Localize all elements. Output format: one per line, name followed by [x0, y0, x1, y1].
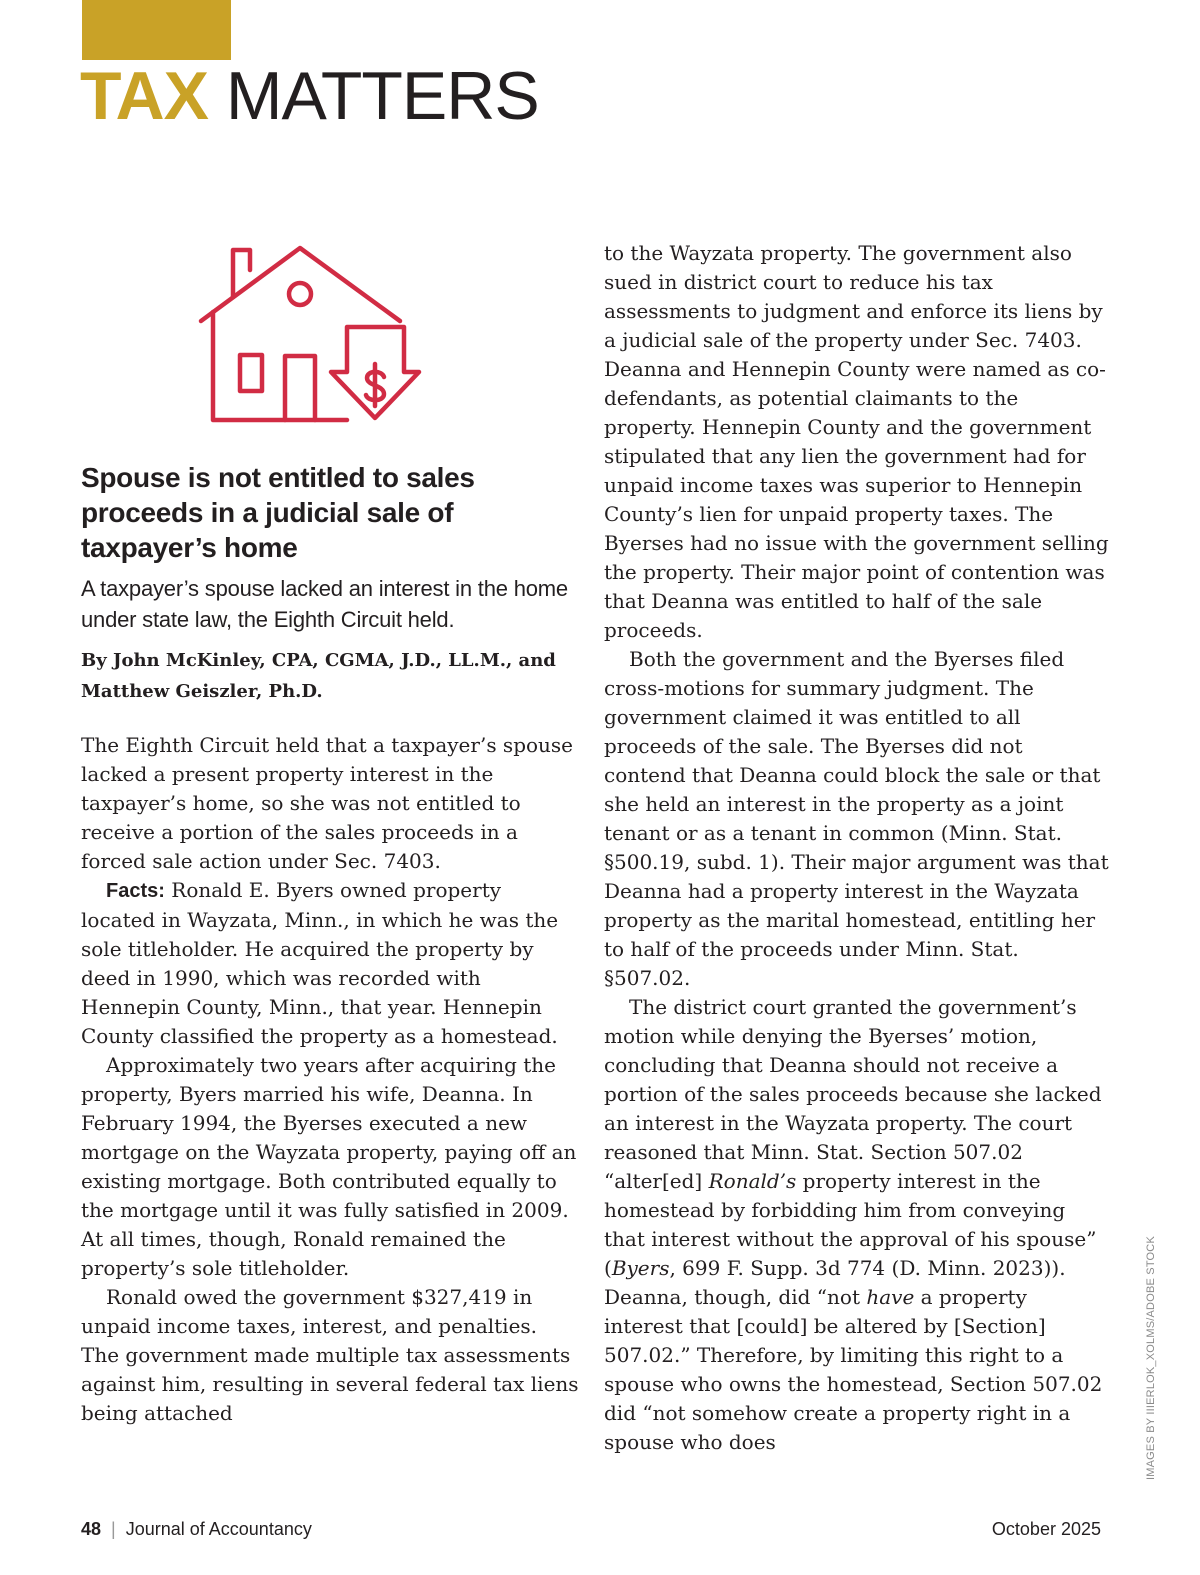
paragraph-7-c: , 699 F. Supp. 3d 774 (D. Minn. 2023)). Deanna, though, did “not	[604, 1256, 1066, 1309]
article-deck: A taxpayer’s spouse lacked an interest in the home under state law, the Eighth Circuit held.	[81, 576, 568, 632]
paragraph-7-d: a property interest that [could] be altered by [Section] 507.02.” Therefore, by limiting this right to a spouse who owns the homestead, Section 507.02 did “not somehow create a property right in a spouse who does	[604, 1285, 1103, 1454]
footer-separator: |	[111, 1519, 116, 1539]
article-body-left	[81, 731, 581, 1428]
paragraph-3: Approximately two years after acquiring the property, Byers married his wife, Deanna. In February 1994, the Byerses executed a new mortgage on the Wayzata property, paying off an existing mortgage. Both contributed equally to the mortgage until it was fully satisfied in 2009. At all times, though, Ronald remained the property’s sole titleholder.	[81, 1053, 577, 1280]
paragraph-7	[604, 993, 1109, 1457]
journal-name: Journal of Accountancy	[125, 1519, 312, 1539]
paragraph-5: to the Wayzata property. The government also sued in district court to reduce his tax assessments to judgment and enforce its liens by a judicial sale of the property under Sec. 7403. Deanna and Hennepin County were named as co-defendants, as potential claimants to the property. Hennepin County and the government stipulated that any lien the government had for unpaid income taxes was superior to Hennepin County’s lien for unpaid property taxes. The Byerses had no issue with the government selling the property. Their major point of contention was that Deanna was entitled to half of the sale proceeds.	[604, 241, 1109, 642]
section-title-bold: TAX	[80, 58, 208, 134]
article-headline: Spouse is not entitled to sales proceeds in a judicial sale of taxpayer’s home	[81, 462, 475, 563]
paragraph-7-em-byers: Byers	[611, 1256, 670, 1280]
right-column	[604, 239, 1109, 1457]
paragraph-7-em-have: have	[866, 1285, 915, 1309]
paragraph-1: The Eighth Circuit held that a taxpayer’s spouse lacked a present property interest in the taxpayer’s home, so she was not entitled to receive a portion of the sales proceeds in a forced sale action under Sec. 7403.	[81, 733, 574, 873]
section-title-light: MATTERS	[225, 58, 539, 134]
house-dollar-down-icon	[195, 240, 430, 430]
paragraph-7-em-ronald: Ronald’s	[708, 1169, 797, 1193]
left-column	[81, 460, 581, 1428]
image-credit: IMAGES BY IIIERLOK_XOLMS/ADOBE STOCK	[1145, 1236, 1157, 1480]
paragraph-7-b: property interest in the homestead by forbidding him from conveying that interest without the approval of his spouse” (	[604, 1169, 1097, 1280]
section-title	[80, 58, 539, 134]
facts-label: Facts:	[106, 880, 165, 902]
paragraph-2	[81, 876, 581, 1051]
page-footer	[81, 1516, 312, 1542]
paragraph-2-text: Ronald E. Byers owned property located in Wayzata, Minn., in which he was the sole titleholder. He acquired the property by deed in 1990, which was recorded with Hennepin County, Minn., that year. Hennepin County classified the property as a homestead.	[81, 878, 559, 1048]
paragraph-7-a: The district court granted the government’s motion while denying the Byerses’ motion, concluding that Deanna should not receive a portion of the sales proceeds because she lacked an interest in the Wayzata property. The court reasoned that Minn. Stat. Section 507.02 “alter[ed]	[604, 995, 1102, 1193]
page-number: 48	[81, 1519, 102, 1539]
article-byline: By John McKinley, CPA, CGMA, J.D., LL.M., and Matthew Geiszler, Ph.D.	[81, 650, 556, 702]
section-color-bar	[82, 0, 231, 60]
paragraph-4: Ronald owed the government $327,419 in unpaid income taxes, interest, and penalties. The government made multiple tax assessments against him, resulting in several federal tax liens being attached	[81, 1285, 579, 1425]
issue-date: October 2025	[991, 1519, 1101, 1539]
paragraph-6: Both the government and the Byerses filed cross-motions for summary judgment. The government claimed it was entitled to all proceeds of the sale. The Byerses did not contend that Deanna could block the sale or that she held an interest in the property as a joint tenant or as a tenant in common (Minn. Stat. §500.19, subd. 1). Their major argument was that Deanna had a property interest in the Wayzata property as the marital homestead, entitling her to half of the proceeds under Minn. Stat. §507.02.	[604, 647, 1109, 990]
